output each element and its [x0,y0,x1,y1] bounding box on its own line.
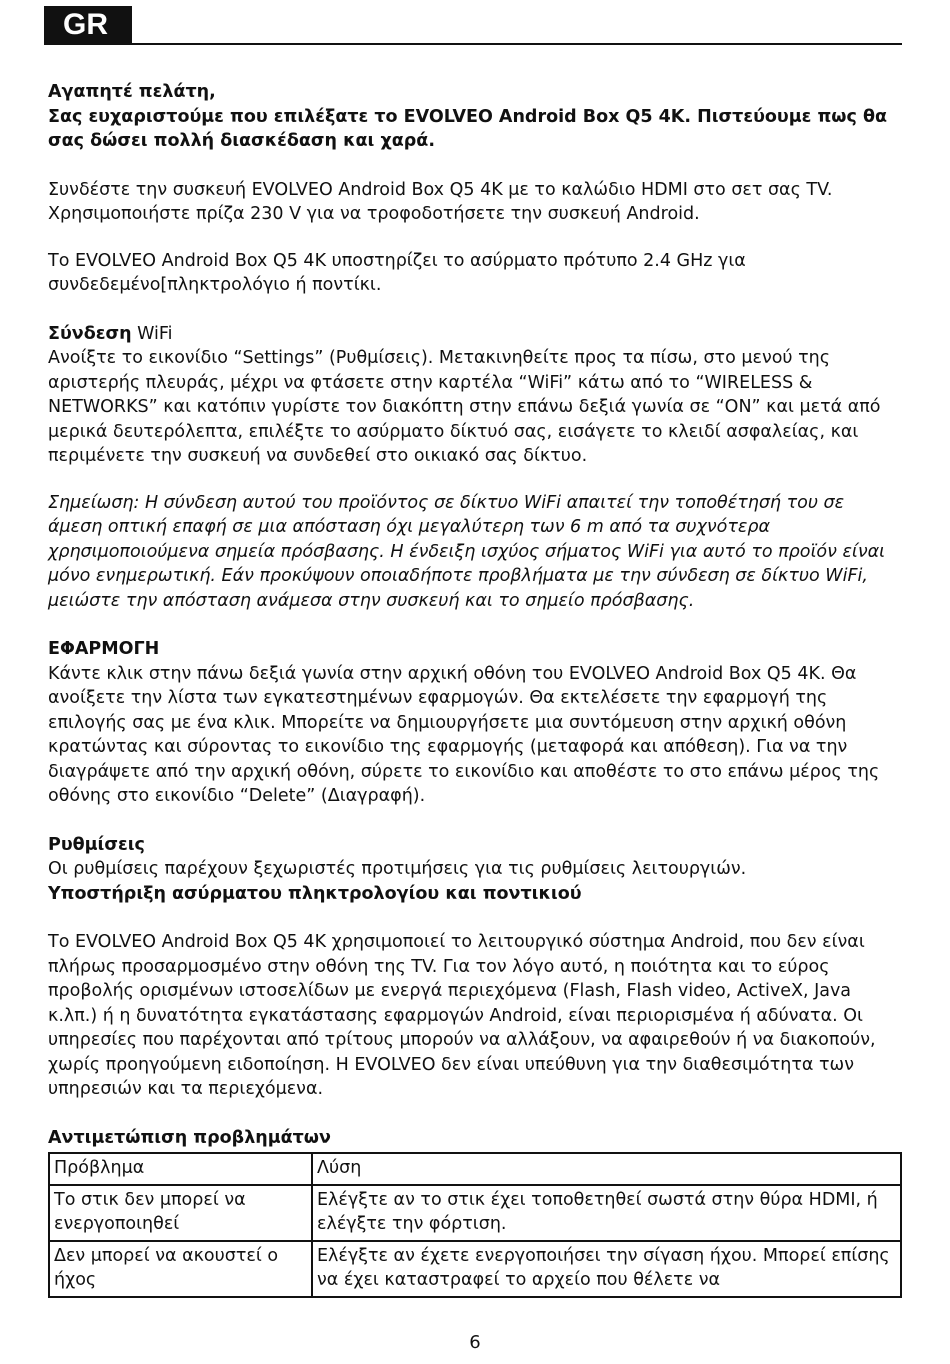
android-paragraph: Το EVOLVEO Android Box Q5 4K χρησιμοποιεί το λειτουργικό σύστημα Android, που δεν είναι πλήρως προσαρμοσμένο στην οθόνη της TV. Για τον λόγο αυτό, η ποιότητα και το εύρος προβολής ορισμένων ιστοσελίδων με ενεργά περιεχόμενα (Flash, Flash video, ActiveX, Java κ.λπ.) ή η δυνατότητα εγκατάστασης εφαρμογών Android, είναι περιορισμένα ή αδύνατα. Οι υπηρεσίες που παρέχονται από τρίτους μπορούν να αλλάξουν, να αφαιρεθούν ή να διακοπούν, χωρίς προηγούμενη ειδοποίηση. Η EVOLVEO δεν είναι υπεύθυνη για την διαθεσιμότητα των υπηρεσιών και τα περιεχόμενα. [48,932,876,1099]
page-content [48,80,898,1298]
greeting-line: Αγαπητέ πελάτη, [48,82,216,102]
note-paragraph: Σημείωση: Η σύνδεση αυτού του προϊόντος σε δίκτυο WiFi απαιτεί την τοποθέτησή του σε άμεση οπτική επαφή σε μια απόσταση όχι μεγαλύτερη των 6 m από τα συχνότερα χρησιμοποιούμενα σημεία πρόσβασης. Η ένδειξη ισχύος σήματος WiFi για αυτό το προϊόν είναι μόνο ενημερωτική. Εάν προκύψουν οποιαδήποτε προβλήματα με την σύνδεση σε δίκτυο WiFi, μειώστε την απόσταση ανάμεσα στην συσκευή και το σημείο πρόσβασης. [48,492,886,611]
table-header-row [49,1153,901,1185]
connect-paragraph: Συνδέστε την συσκευή EVOLVEO Android Box Q5 4K με το καλώδιο HDMI στο σετ σας TV. Χρησιμοποιήστε πρίζα 230 V για να τροφοδοτήσετε την συσκευή Android. [48,179,833,224]
troubleshooting-table [48,1152,902,1298]
application-paragraph: Κάντε κλικ στην πάνω δεξιά γωνία στην αρχική οθόνη του EVOLVEO Android Box Q5 4K. Θα ανοίξετε την λίστα των εγκατεστημένων εφαρμογών. Θα εκτελέσετε την εφαρμογή της επιλογής σας με ένα κλικ. Μπορείτε να δημιουργήσετε μια συντόμευση στην αρχική οθόνη κρατώντας και σύροντας το εικονίδιο της εφαρμογής (μεταφορά και απόθεση). Για να την διαγράψετε από την αρχική οθόνη, σύρετε το εικονίδιο και αποθέστε το στο επάνω μέρος της οθόνης στο εικονίδιο “Delete” (Διαγραφή). [48,663,880,806]
problem-cell: Το στικ δεν μπορεί να ενεργοποιηθεί [49,1185,312,1241]
settings-paragraph: Οι ρυθμίσεις παρέχουν ξεχωριστές προτιμήσεις για τις ρυθμίσεις λειτουργιών. [48,859,747,879]
troubleshooting-heading: Αντιμετώπιση προβλημάτων [48,1127,331,1148]
greeting-thanks: Σας ευχαριστούμε που επιλέξατε το EVOLVEO Android Box Q5 4K. Πιστεύουμε πως θα σας δώσει πολλή διασκέδαση και χαρά. [48,106,888,151]
header-rule [44,43,902,45]
language-tab: GR [44,6,132,44]
settings-heading: Ρυθμίσεις [48,834,145,855]
solution-cell: Ελέγξτε αν έχετε ενεργοποιήσει την σίγαση ήχου. Μπορεί επίσης να έχει καταστραφεί το αρχείο που θέλετε να [312,1241,901,1297]
column-header-problem: Πρόβλημα [49,1153,312,1185]
column-header-solution: Λύση [312,1153,901,1185]
wireless-paragraph: Το EVOLVEO Android Box Q5 4K υποστηρίζει το ασύρματο πρότυπο 2.4 GHz για συνδεδεμένο[πληκτρολόγιο ή ποντίκι. [48,250,746,295]
wifi-heading-rest: WiFi [131,323,173,344]
wifi-heading [48,322,898,347]
wifi-heading-bold: Σύνδεση [48,323,132,344]
table-row [49,1185,901,1241]
keyboard-support-heading: Υποστήριξη ασύρματου πληκτρολογίου και ποντικιού [48,883,582,904]
solution-cell: Ελέγξτε αν το στικ έχει τοποθετηθεί σωστά στην θύρα HDMI, ή ελέγξτε την φόρτιση. [312,1185,901,1241]
problem-cell: Δεν μπορεί να ακουστεί ο ήχος [49,1241,312,1297]
table-row [49,1241,901,1297]
page-number: 6 [469,1332,481,1353]
wifi-paragraph: Ανοίξτε το εικονίδιο “Settings” (Ρυθμίσεις). Μετακινηθείτε προς τα πίσω, στο μενού της αριστερής πλευράς, μέχρι να φτάσετε στην καρτέλα “WiFi” κάτω από το “WIRELESS & NETWORKS” και κατόπιν γυρίστε τον διακόπτη στην επάνω δεξιά γωνία σε “ON” και μετά από μερικά δευτερόλεπτα, επιλέξτε το ασύρματο δίκτυό σας, εισάγετε το κλειδί ασφαλείας, και περιμένετε την συσκευή να συνδεθεί στο οικιακό σας δίκτυο. [48,348,881,466]
application-heading: ΕΦΑΡΜΟΓΗ [48,639,160,659]
